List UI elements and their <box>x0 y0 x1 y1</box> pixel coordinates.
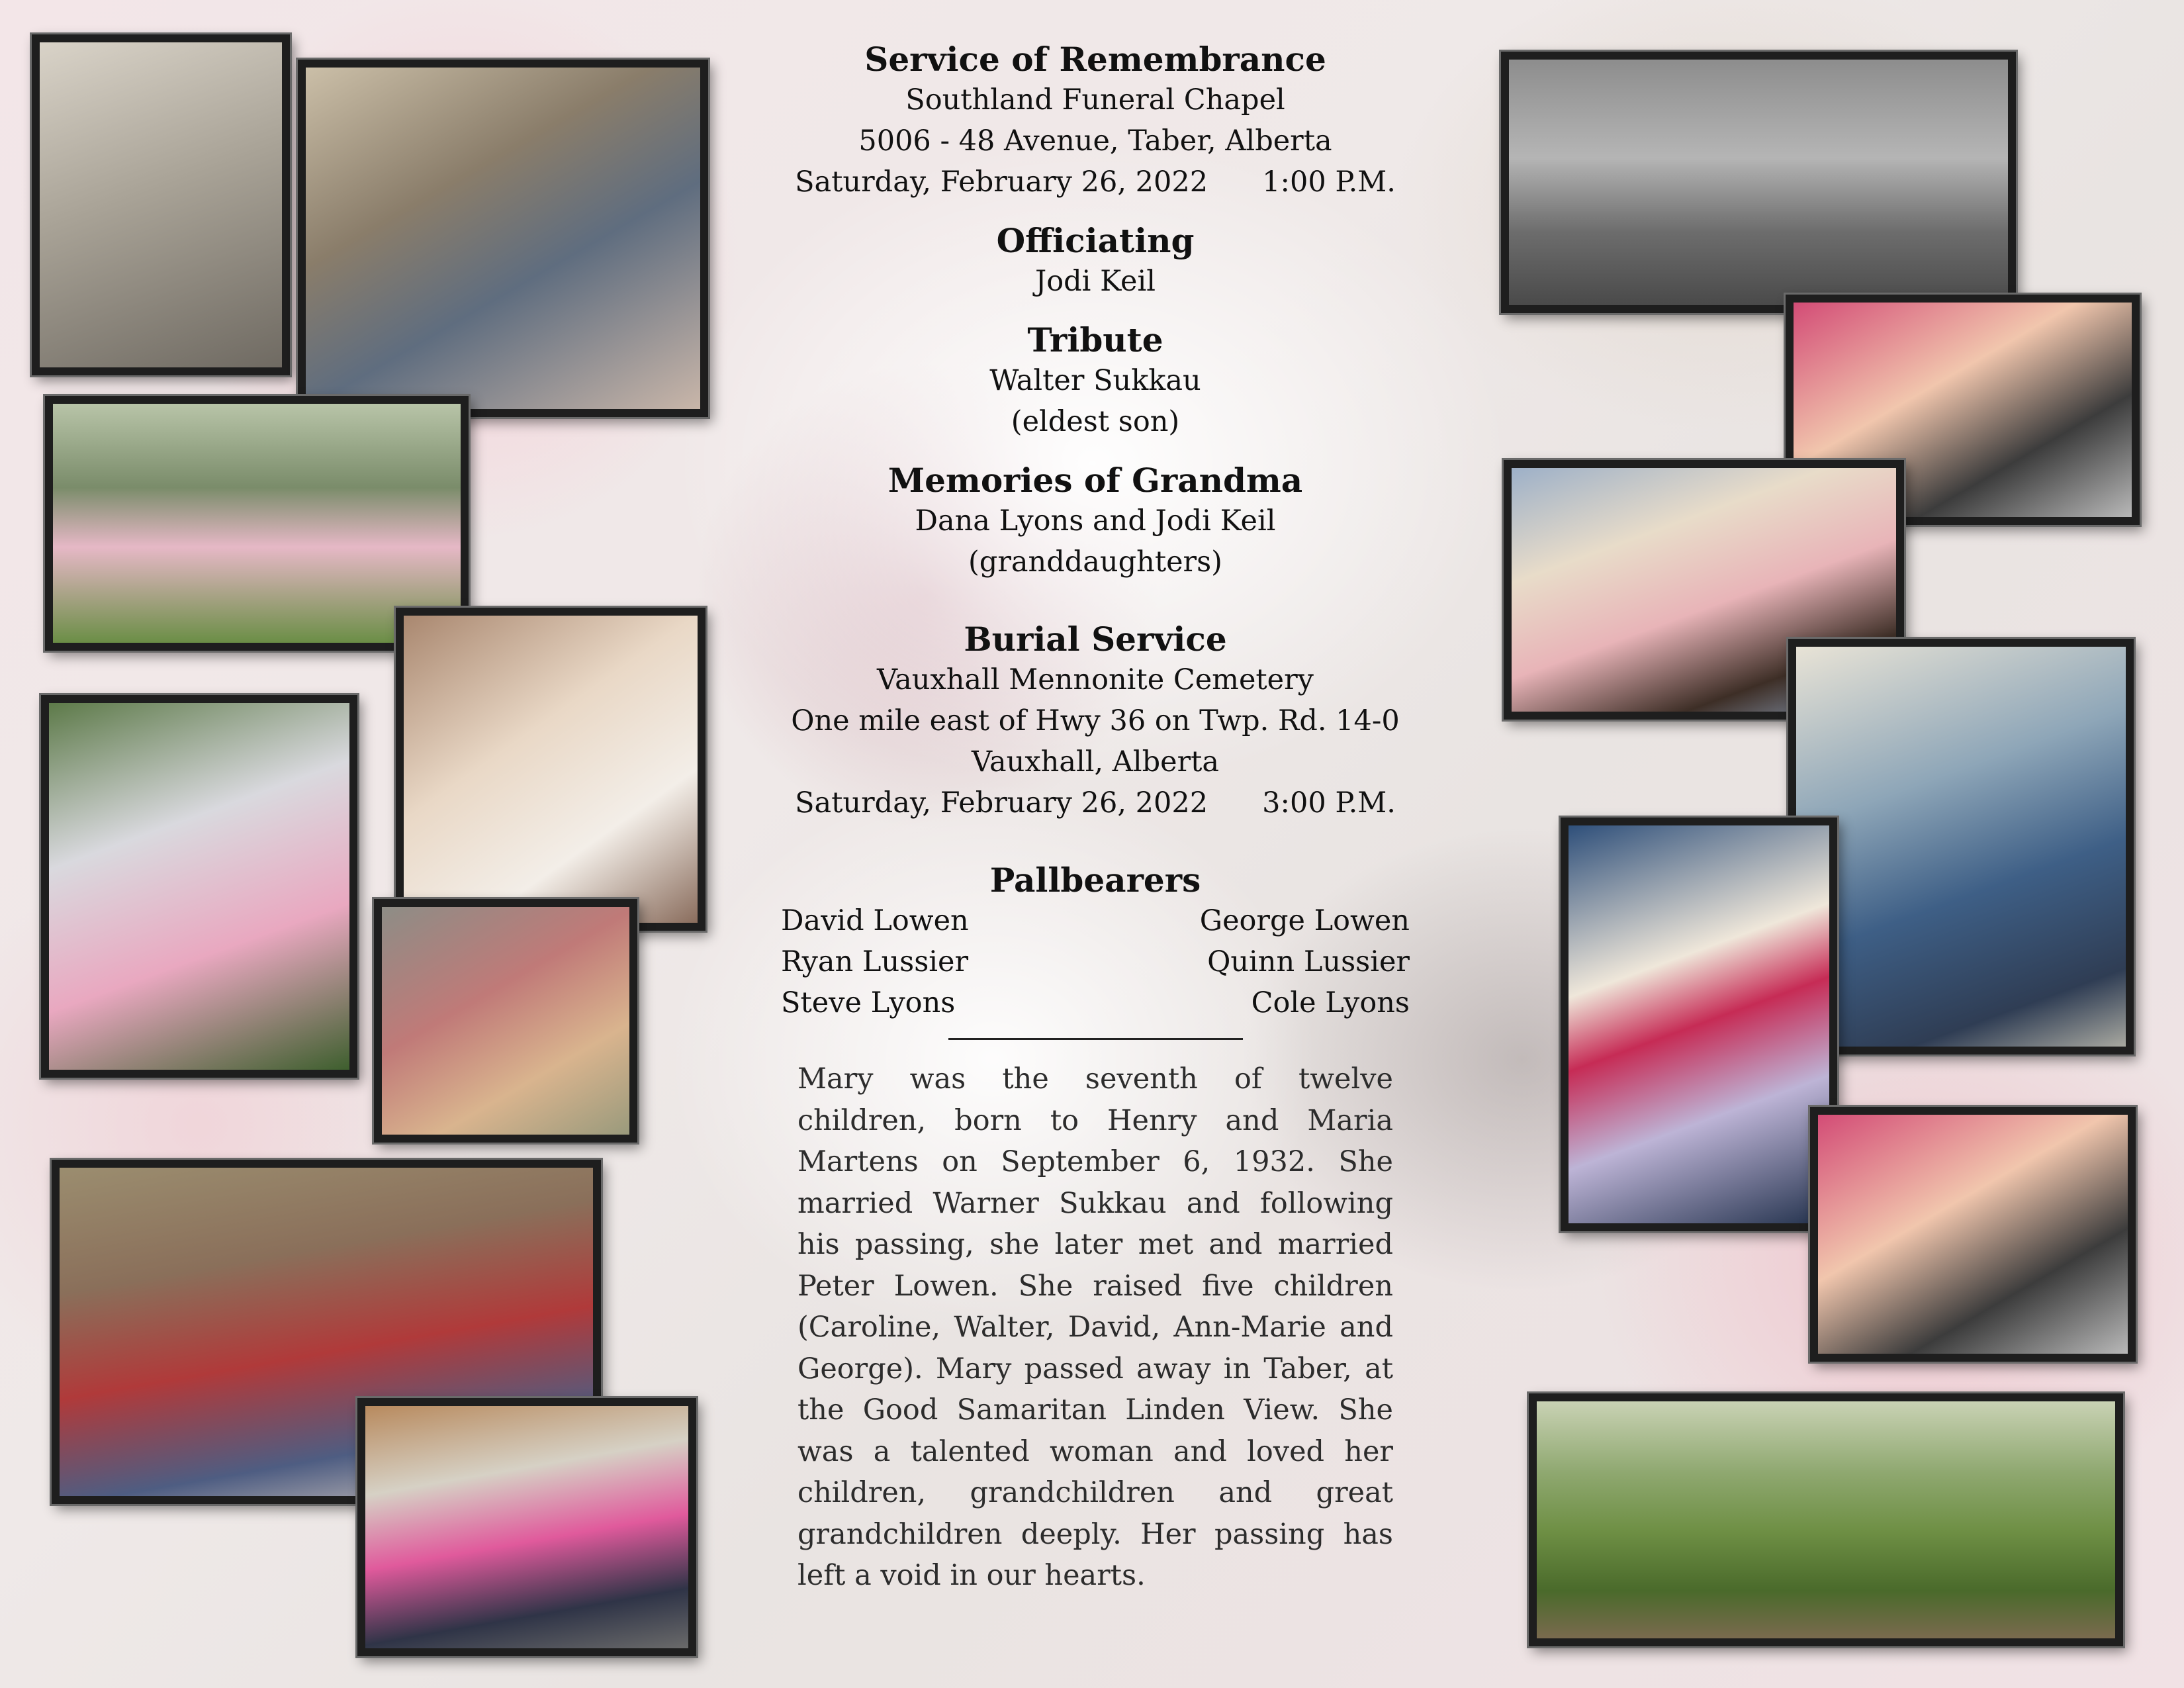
photo-prom-couple <box>1561 818 1837 1231</box>
pallbearer-name: David Lowen <box>781 904 969 937</box>
pallbearers-right <box>1200 900 1410 1023</box>
pallbearers-list <box>781 900 1410 1023</box>
program-text <box>781 40 1410 1597</box>
pallbearer-name: George Lowen <box>1199 904 1410 937</box>
burial-directions: One mile east of Hwy 36 on Twp. Rd. 14-0 <box>791 704 1400 737</box>
divider <box>948 1038 1243 1040</box>
photo-grandma-hug <box>374 899 637 1143</box>
officiating-name: Jodi Keil <box>1035 265 1156 298</box>
photo-seniors-indoor <box>298 60 708 417</box>
tribute-relation: (eldest son) <box>1011 405 1180 438</box>
memories-title: Memories of Grandma <box>887 461 1303 500</box>
service-address: 5006 - 48 Avenue, Taber, Alberta <box>858 124 1332 158</box>
burial-datetime: Saturday, February 26, 2022 3:00 P.M. <box>795 786 1396 820</box>
photo-vintage-couple <box>32 34 290 375</box>
photo-family-doorway <box>1788 639 2134 1055</box>
pallbearer-name: Steve Lyons <box>781 986 956 1019</box>
photo-woman-with-child <box>396 608 705 931</box>
pallbearer-name: Quinn Lussier <box>1207 945 1410 978</box>
burial-cemetery: Vauxhall Mennonite Cemetery <box>877 663 1314 696</box>
photo-airplane <box>1501 52 2016 313</box>
photo-family-kitchen <box>357 1398 696 1656</box>
pallbearer-name: Cole Lyons <box>1251 986 1410 1019</box>
tribute-title: Tribute <box>1027 320 1163 359</box>
tribute-name: Walter Sukkau <box>989 364 1201 397</box>
service-title: Service of Remembrance <box>864 40 1326 79</box>
photo-selfie-grandma <box>1810 1107 2136 1362</box>
photo-aerial-farm <box>1529 1393 2123 1646</box>
pallbearer-name: Ryan Lussier <box>781 945 969 978</box>
officiating-title: Officiating <box>996 221 1195 260</box>
service-location: Southland Funeral Chapel <box>905 83 1285 117</box>
service-datetime: Saturday, February 26, 2022 1:00 P.M. <box>795 165 1396 199</box>
pallbearers-left <box>781 900 969 1023</box>
pallbearers-title: Pallbearers <box>989 861 1201 900</box>
burial-town: Vauxhall, Alberta <box>971 745 1220 778</box>
obituary-paragraph: Mary was the seventh of twelve children, born to Henry and Maria Martens on September 6, 1932. She married Warner Sukkau and following his passing, she later met and married Peter Lowen. She raised five children (Caroline, Walter, David, Ann-Marie and George). Mary passed away in Taber, at the Good Samaritan Linden View. She was a talented woman and loved her children, grandchildren and great grandchildren deeply. Her passing has left a void in our hearts. <box>797 1062 1393 1592</box>
burial-title: Burial Service <box>964 620 1227 659</box>
photo-two-women-outdoor <box>41 695 357 1078</box>
memories-names: Dana Lyons and Jodi Keil <box>915 504 1276 538</box>
memories-relation: (granddaughters) <box>968 545 1222 579</box>
